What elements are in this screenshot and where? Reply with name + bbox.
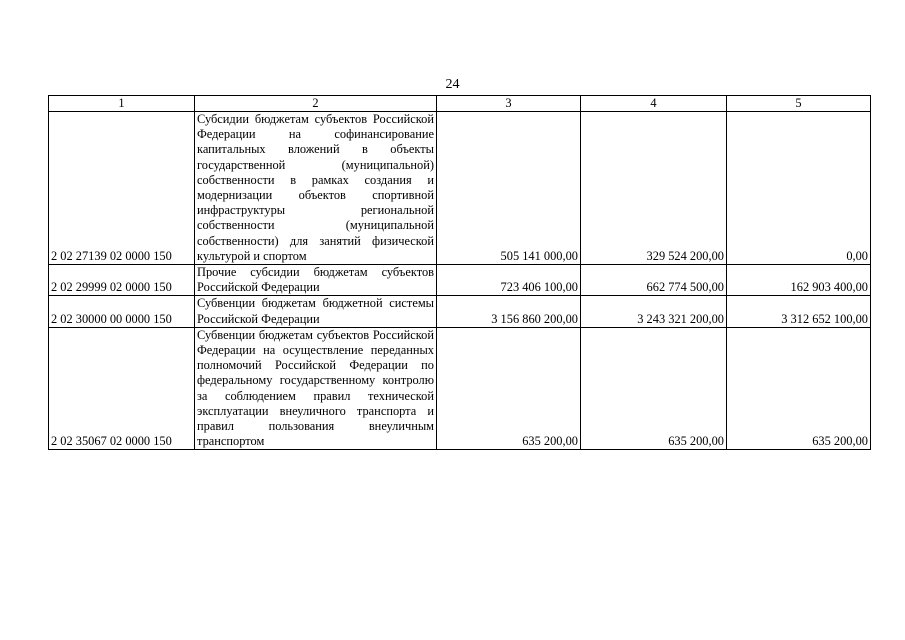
amount-col-3-cell: 3 156 860 200,00	[437, 296, 581, 327]
amount-col-3-cell: 505 141 000,00	[437, 112, 581, 265]
page-number: 24	[445, 77, 460, 92]
amount-col-5-cell: 3 312 652 100,00	[727, 296, 871, 327]
amount-col-4-cell: 635 200,00	[581, 327, 727, 450]
table-row	[49, 327, 871, 450]
amount-col-5-cell: 0,00	[727, 112, 871, 265]
description-cell: Субвенции бюджетам субъектов Российской Федерации на осуществление переданных полномочий Российской Федерации по федеральному государственному контролю за соблюдением правил технической эксплуатации внеуличного транспорта и правил пользования внеуличным транспортом	[195, 327, 437, 450]
budget-code-cell: 2 02 35067 02 0000 150	[49, 327, 195, 450]
table-header	[49, 96, 871, 112]
table-row	[49, 112, 871, 265]
description-cell: Субвенции бюджетам бюджетной системы Российской Федерации	[195, 296, 437, 327]
budget-code-cell: 2 02 29999 02 0000 150	[49, 265, 195, 296]
header-row	[49, 96, 871, 112]
header-col-3: 3	[437, 96, 581, 112]
amount-col-4-cell: 662 774 500,00	[581, 265, 727, 296]
header-col-4: 4	[581, 96, 727, 112]
header-col-2: 2	[195, 96, 437, 112]
header-col-1: 1	[49, 96, 195, 112]
table-row	[49, 265, 871, 296]
header-col-5: 5	[727, 96, 871, 112]
amount-col-5-cell: 162 903 400,00	[727, 265, 871, 296]
budget-table	[48, 95, 871, 450]
amount-col-4-cell: 3 243 321 200,00	[581, 296, 727, 327]
description-cell: Субсидии бюджетам субъектов Российской Федерации на софинансирование капитальных вложений в объекты государственной (муниципальной) собственности в рамках создания и модернизации объектов спортивной инфраструктуры региональной собственности (муниципальной собственности) для занятий физической культурой и спортом	[195, 112, 437, 265]
budget-code-cell: 2 02 27139 02 0000 150	[49, 112, 195, 265]
amount-col-4-cell: 329 524 200,00	[581, 112, 727, 265]
description-cell: Прочие субсидии бюджетам субъектов Российской Федерации	[195, 265, 437, 296]
amount-col-3-cell: 723 406 100,00	[437, 265, 581, 296]
table-body	[49, 112, 871, 450]
table-row	[49, 296, 871, 327]
amount-col-3-cell: 635 200,00	[437, 327, 581, 450]
budget-code-cell: 2 02 30000 00 0000 150	[49, 296, 195, 327]
amount-col-5-cell: 635 200,00	[727, 327, 871, 450]
